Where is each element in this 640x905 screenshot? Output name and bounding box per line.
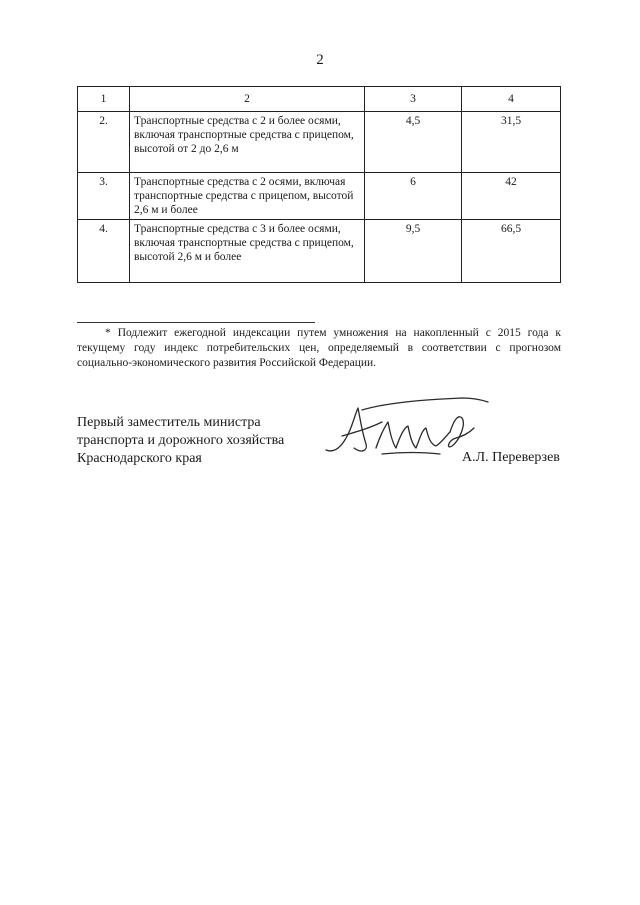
tariff-table — [77, 86, 561, 283]
table-row — [78, 112, 561, 173]
table-header-cell: 3 — [365, 87, 462, 112]
row-number: 2. — [78, 112, 130, 173]
value-column-3: 6 — [365, 173, 462, 220]
signatory-name: А.Л. Переверзев — [462, 450, 560, 465]
vehicle-description: Транспортные средства с 3 и более осями, включая транспортные средства с прицепом, высотой 2,6 м и более — [130, 220, 365, 283]
table-header-cell: 4 — [462, 87, 561, 112]
signatory-position — [77, 414, 284, 468]
value-column-3: 4,5 — [365, 112, 462, 173]
footnote-divider — [77, 322, 315, 323]
table-row — [78, 220, 561, 283]
position-line: транспорта и дорожного хозяйства — [77, 433, 285, 448]
table-row — [78, 173, 561, 220]
row-number: 4. — [78, 220, 130, 283]
vehicle-description: Транспортные средства с 2 и более осями, включая транспортные средства с прицепом, высотой от 2 до 2,6 м — [130, 112, 365, 173]
footnote: * Подлежит ежегодной индексации путем умножения на накопленный с 2015 года к текущему году индекс потребительских цен, определяемый в соответствии с прогнозом социально-экономического развития Российской Федерации. — [77, 327, 561, 369]
value-column-4: 31,5 — [462, 112, 561, 173]
value-column-3: 9,5 — [365, 220, 462, 283]
value-column-4: 66,5 — [462, 220, 561, 283]
page-number: 2 — [316, 52, 324, 68]
vehicle-description: Транспортные средства с 2 осями, включая транспортные средства с прицепом, высотой 2,6 м и более — [130, 173, 365, 220]
table-header-cell: 1 — [78, 87, 130, 112]
table-header-row — [78, 87, 561, 112]
position-line: Краснодарского края — [77, 451, 202, 466]
table-header-cell: 2 — [130, 87, 365, 112]
value-column-4: 42 — [462, 173, 561, 220]
position-line: Первый заместитель министра — [77, 415, 261, 430]
row-number: 3. — [78, 173, 130, 220]
